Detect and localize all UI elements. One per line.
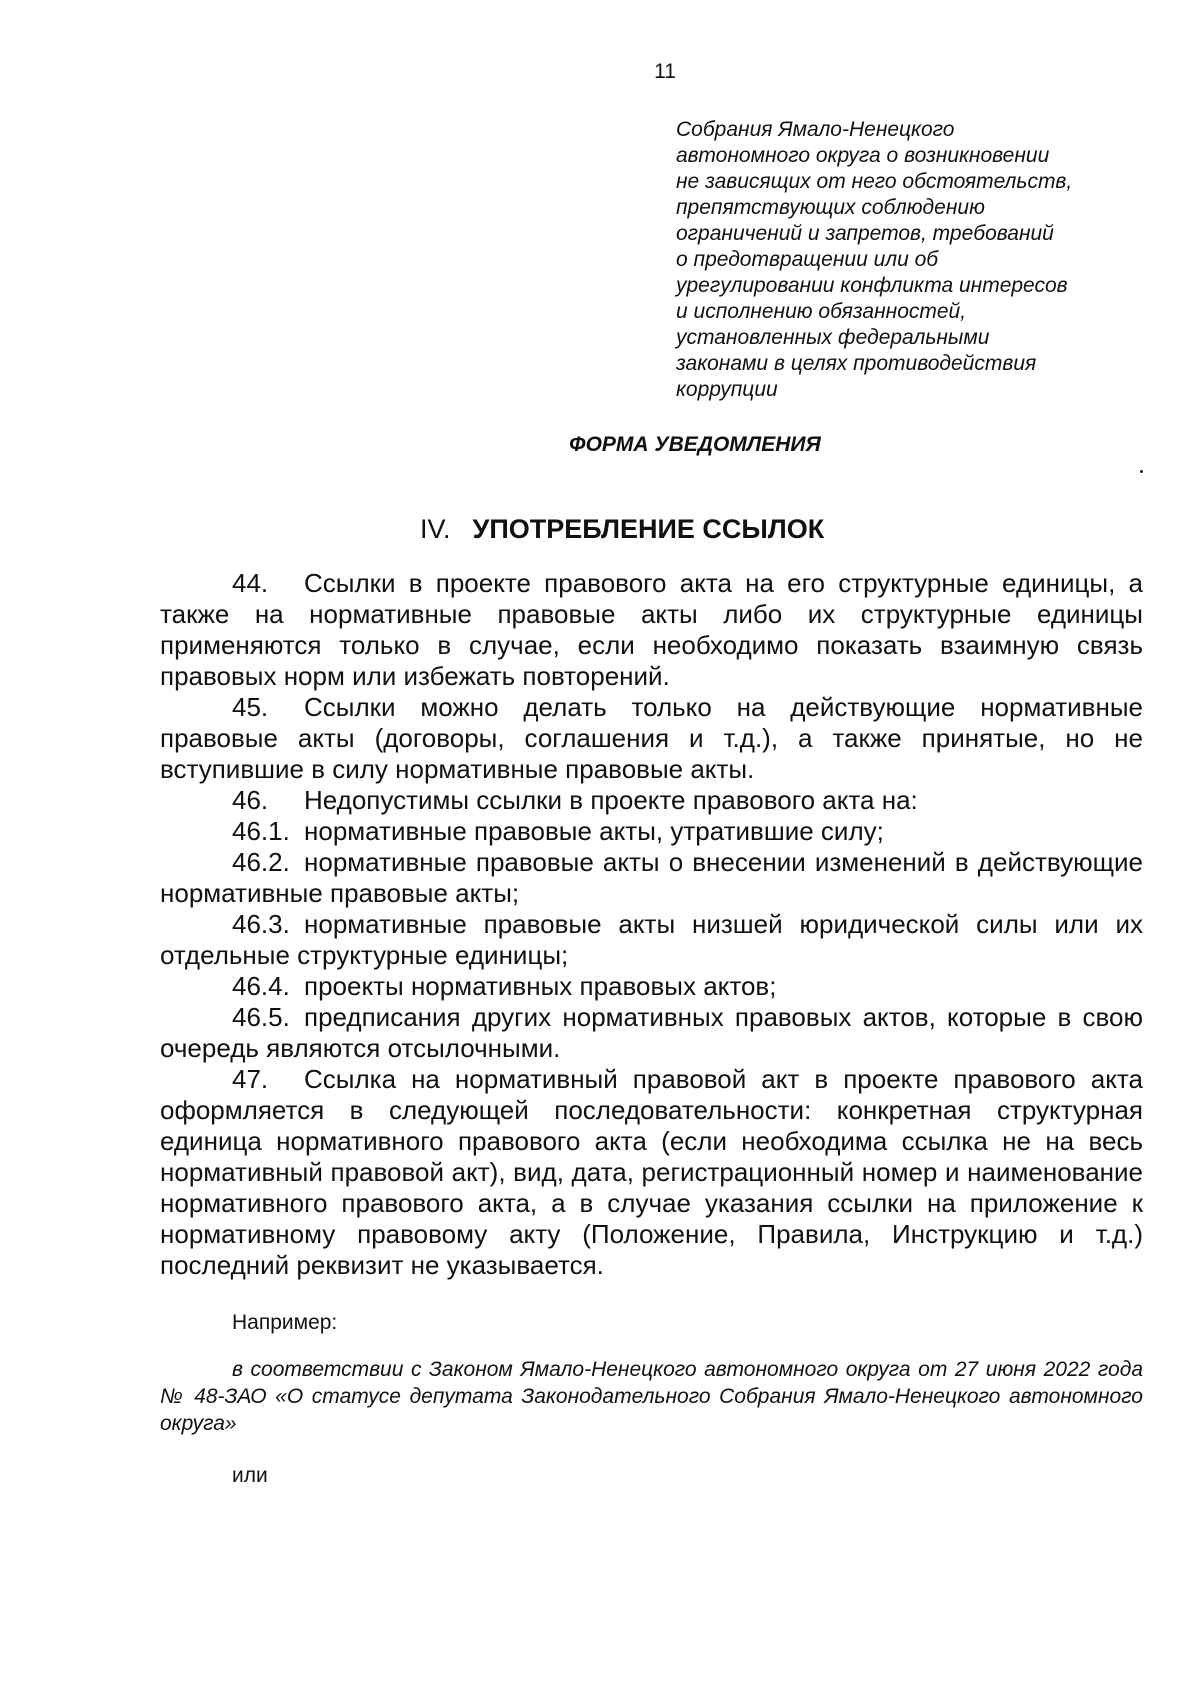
paragraph-text: Недопустимы ссылки в проекте правового акта на: [304,785,918,815]
aside-line: урегулировании конфликта интересов [676,274,1068,297]
section-title: УПОТРЕБЛЕНИЕ ССЫЛОК [472,514,825,544]
paragraph-text: нормативные правовые акты, утратившие силу; [304,816,884,846]
paragraph-number: 46.4. [232,971,290,1001]
section-heading [420,513,824,545]
paragraph-number: 46.5. [232,1002,290,1032]
aside-block [676,117,1156,403]
aside-line: о предотвращении или об [676,248,939,271]
paragraph-text: предписания других нормативных правовых актов, которые в свою очередь являются отсылочными. [160,1002,1143,1063]
paragraph-number: 46.3. [232,909,290,939]
paragraph-46-5 [160,1002,1143,1064]
stray-dot [1140,470,1143,473]
paragraph-44 [160,568,1143,692]
aside-line: не зависящих от него обстоятельств, [676,170,1073,193]
example-text: в соответствии с Законом Ямало-Ненецкого автономного округа от 27 июня 2022 года № 48-ЗАО «О статусе депутата Законодательного Собрания Ямало-Ненецкого автономного округа» [160,1358,1143,1435]
example-label: Например: [232,1311,338,1334]
paragraph-45 [160,692,1143,785]
paragraph-46-3 [160,909,1143,971]
body-text [160,568,1143,1281]
aside-line: ограничений и запретов, требований [676,222,1054,245]
paragraph-number: 46. [232,785,269,815]
aside-line: препятствующих соблюдению [676,196,985,219]
paragraph-46-1 [160,816,1143,847]
aside-line: законами в целях противодействия [676,352,1037,375]
paragraph-number: 47. [232,1064,269,1094]
paragraph-46-2 [160,847,1143,909]
aside-line: автономного округа о возникновении [676,144,1050,167]
aside-line: установленных федеральными [676,326,990,349]
form-title: ФОРМА УВЕДОМЛЕНИЯ [569,433,821,456]
paragraph-text: нормативные правовые акты о внесении изменений в действующие нормативные правовые акты; [160,847,1143,908]
page-number: 11 [654,60,676,83]
paragraph-text: Ссылки можно делать только на действующие нормативные правовые акты (договоры, соглашения и т.д.), а также принятые, но не вступившие в силу нормативные правовые акты. [160,692,1143,784]
or-label: или [232,1464,268,1487]
aside-line: коррупции [676,378,778,401]
aside-line: Собрания Ямало-Ненецкого [676,118,955,141]
aside-line: и исполнению обязанностей, [676,300,967,323]
section-numeral: IV. [420,514,451,544]
paragraph-46-4 [160,971,1143,1002]
paragraph-number: 45. [232,692,269,722]
paragraph-text: Ссылка на нормативный правовой акт в проекте правового акта оформляется в следующей последовательности: конкретная структурная единица нормативного правового акта (если необходима ссылка не на весь нормативный правовой акт), вид, дата, регистрационный номер и наименование нормативного правового акта, а в случае указания ссылки на приложение к нормативному правовому акту (Положение, Правила, Инструкцию и т.д.) последний реквизит не указывается. [160,1064,1143,1280]
paragraph-number: 46.2. [232,847,290,877]
paragraph-47 [160,1064,1143,1281]
paragraph-text: Ссылки в проекте правового акта на его структурные единицы, а также на нормативные правовые акты либо их структурные единицы применяются только в случае, если необходимо показать взаимную связь правовых норм или избежать повторений. [160,568,1143,691]
paragraph-number: 46.1. [232,816,290,846]
paragraph-text: проекты нормативных правовых актов; [304,971,777,1001]
paragraph-text: нормативные правовые акты низшей юридической силы или их отдельные структурные единицы; [160,909,1143,970]
paragraph-number: 44. [232,568,269,598]
paragraph-46 [160,785,1143,816]
